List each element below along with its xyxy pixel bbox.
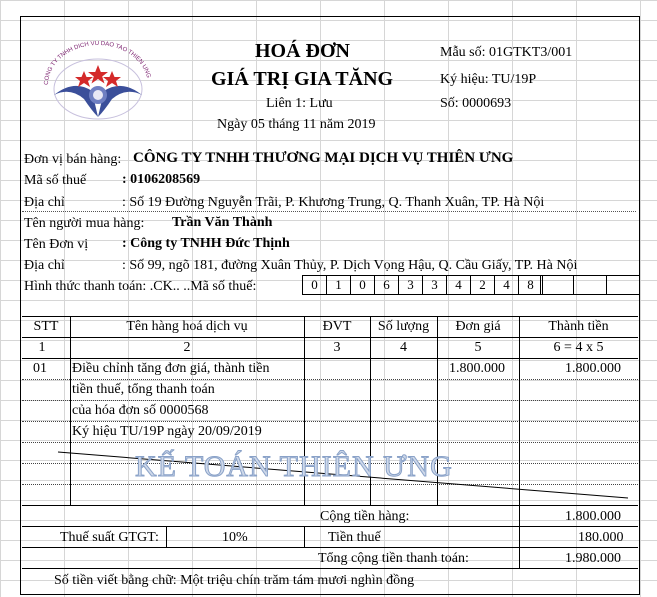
row-amount: 1.800.000 — [565, 361, 621, 376]
totals-col-line — [166, 526, 167, 547]
svg-text:CONG TY TNHH DICH VU DAO TAO T: CONG TY TNHH DICH VU DAO TAO THIEN UNG — [43, 41, 152, 86]
table-top-border — [22, 316, 638, 317]
tax-digit: 4 — [495, 276, 519, 294]
tax-extra-boxes — [540, 275, 640, 295]
totals-col-line — [519, 505, 520, 568]
seller-address-label: Địa chỉ — [24, 195, 65, 210]
col-header-stt: STT — [33, 319, 59, 334]
vat-rate: 10% — [222, 530, 248, 545]
col-header-name: Tên hàng hoá dịch vụ — [126, 319, 248, 334]
invoice-number: Số: 0000693 — [440, 96, 512, 111]
tax-digit: 3 — [399, 276, 423, 294]
totals-col-line — [304, 526, 305, 547]
tax-digit: 0 — [351, 276, 375, 294]
table-colnum-border — [22, 358, 638, 359]
buyer-address: : Số 99, ngõ 181, đường Xuân Thủy, P. Dịch Vọng Hậu, Q. Cầu Giấy, TP. Hà Nội — [122, 258, 578, 273]
invoice-title: HOÁ ĐƠN — [255, 40, 350, 62]
tax-digit: 4 — [447, 276, 471, 294]
col-number: 4 — [400, 340, 407, 355]
row-divider — [22, 379, 638, 380]
buyer-address-label: Địa chỉ — [24, 258, 65, 273]
vat-rate-label: Thuế suất GTGT: — [60, 530, 159, 545]
buyer-unit: : Công ty TNHH Đức Thịnh — [122, 236, 290, 251]
col-number: 2 — [183, 340, 191, 355]
tax-digit: 1 — [327, 276, 351, 294]
tax-digit: 6 — [375, 276, 399, 294]
col-header-unit: ĐVT — [322, 319, 352, 334]
tax-digit: 3 — [423, 276, 447, 294]
copy-label: Liên 1: Lưu — [266, 96, 333, 111]
seller-tax: : 0106208569 — [122, 172, 201, 187]
buyer-tax-boxes — [302, 275, 543, 295]
subtotal-label: Cộng tiền hàng: — [320, 509, 410, 524]
total-label: Tổng cộng tiền thanh toán: — [318, 551, 469, 566]
col-number: 5 — [474, 340, 482, 355]
amount-in-words: Số tiền viết bằng chữ: Một triệu chín trăm tám mươi nghìn đồng — [54, 573, 415, 588]
buyer-person: Trần Văn Thành — [172, 215, 273, 230]
totals-border — [22, 526, 638, 527]
seller-name-label: Đơn vị bán hàng: — [24, 152, 122, 167]
col-header-price: Đơn giá — [455, 319, 501, 334]
col-number: 3 — [333, 340, 341, 355]
table-body-bottom — [22, 505, 638, 506]
invoice-subtitle: GIÁ TRỊ GIA TĂNG — [211, 68, 394, 90]
col-header-amount: Thành tiền — [548, 319, 609, 334]
invoice-symbol: Ký hiệu: TU/19P — [440, 72, 537, 87]
col-number: 6 = 4 x 5 — [553, 340, 604, 355]
form-number: Mẫu số: 01GTKT3/001 — [440, 45, 573, 60]
table-header-border — [22, 337, 638, 338]
total-value: 1.980.000 — [565, 551, 621, 566]
tax-digit: 2 — [471, 276, 495, 294]
tax-digit: 0 — [303, 276, 327, 294]
row-desc-line: tiền thuế, tổng thanh toán — [72, 382, 215, 397]
watermark: KẾ TOÁN THIÊN ƯNG — [135, 450, 453, 483]
row-desc-line: Ký hiệu TU/19P ngày 20/09/2019 — [72, 424, 262, 439]
col-number: 1 — [38, 340, 46, 355]
col-header-qty: Số lượng — [377, 319, 430, 334]
buyer-person-label: Tên người mua hàng: — [24, 216, 145, 231]
row-desc-line: Điều chỉnh tăng đơn giá, thành tiền — [72, 361, 270, 376]
payment-method: Hình thức thanh toán: .CK.. ..Mã số thuế: — [24, 279, 257, 294]
row-unit-price: 1.800.000 — [449, 361, 505, 376]
totals-border — [22, 547, 638, 548]
vat-value: 180.000 — [578, 530, 624, 545]
invoice-date: Ngày 05 tháng 11 năm 2019 — [217, 117, 376, 132]
row-divider — [22, 421, 638, 422]
row-divider — [22, 400, 638, 401]
row-stt: 01 — [33, 361, 47, 376]
seller-name: CÔNG TY TNHH THƯƠNG MẠI DỊCH VỤ THIÊN ƯNG — [133, 150, 514, 166]
company-logo — [34, 41, 162, 123]
row-desc-line: của hóa đơn số 0000568 — [72, 403, 209, 418]
buyer-unit-label: Tên Đơn vị — [24, 237, 89, 252]
seller-address: : Số 19 Đường Nguyễn Trãi, P. Khương Trung, Q. Thanh Xuân, TP. Hà Nội — [122, 195, 545, 210]
seller-tax-label: Mã số thuế — [24, 173, 87, 188]
divider — [22, 211, 636, 212]
tax-digit: 8 — [527, 277, 534, 292]
totals-border — [22, 568, 638, 569]
subtotal-value: 1.800.000 — [565, 509, 621, 524]
vat-label: Tiền thuế — [328, 530, 381, 545]
